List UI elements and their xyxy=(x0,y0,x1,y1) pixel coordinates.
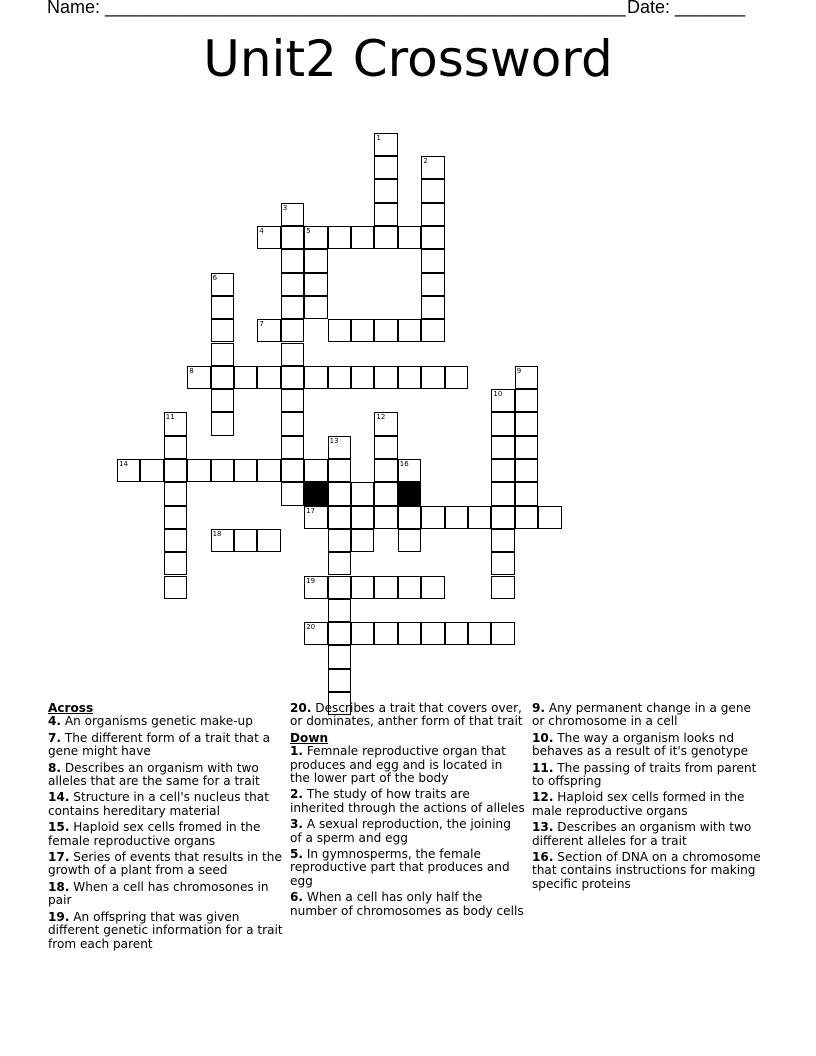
grid-cell[interactable] xyxy=(398,622,421,645)
grid-cell[interactable] xyxy=(374,179,397,202)
grid-cell[interactable] xyxy=(421,622,444,645)
black-square xyxy=(304,482,327,505)
grid-cell[interactable] xyxy=(398,319,421,342)
grid-cell[interactable] xyxy=(398,576,421,599)
grid-cell[interactable] xyxy=(421,226,444,249)
grid-cell[interactable] xyxy=(421,203,444,226)
grid-cell-19[interactable] xyxy=(304,576,327,599)
clue-number: 11. xyxy=(532,760,554,775)
grid-cell[interactable] xyxy=(421,319,444,342)
grid-cell[interactable] xyxy=(304,366,327,389)
grid-cell[interactable] xyxy=(304,459,327,482)
grid-cell[interactable] xyxy=(304,296,327,319)
grid-cell[interactable] xyxy=(281,249,304,272)
grid-cell[interactable] xyxy=(328,459,351,482)
grid-cell[interactable] xyxy=(398,226,421,249)
grid-cell-11[interactable] xyxy=(164,412,187,435)
grid-cell[interactable] xyxy=(374,156,397,179)
grid-cell[interactable] xyxy=(328,645,351,668)
clue-across-14: 14. Structure in a cell's nucleus that contains hereditary material xyxy=(48,790,269,818)
grid-cell[interactable] xyxy=(281,389,304,412)
clue-number: 12. xyxy=(532,790,554,805)
grid-cell[interactable] xyxy=(398,366,421,389)
grid-cell-8[interactable] xyxy=(187,366,210,389)
clue-down-12: 12. Haploid sex cells formed in the male reproductive organs xyxy=(532,790,745,818)
page-title: Unit2 Crossword xyxy=(203,30,613,88)
date-field[interactable]: Date: _______ xyxy=(627,0,746,17)
clue-number: 3 xyxy=(282,203,288,212)
clue-number: 2. xyxy=(290,787,304,802)
clue-across-19: 19. An offspring that was given different genetic information for a trait from each parent xyxy=(48,909,283,951)
grid-cell-10[interactable] xyxy=(491,389,514,412)
grid-cell[interactable] xyxy=(421,273,444,296)
grid-cell[interactable] xyxy=(328,622,351,645)
clue-number: 3. xyxy=(290,817,304,832)
grid-cell[interactable] xyxy=(234,459,257,482)
grid-cell[interactable] xyxy=(374,576,397,599)
clue-across-18: 18. When a cell has chromosones in pair xyxy=(48,879,269,908)
name-field[interactable]: Name: ____________________________________________________ xyxy=(47,0,626,17)
clue-number: 1. xyxy=(290,744,304,759)
grid-cell[interactable] xyxy=(281,459,304,482)
clue-number: 2 xyxy=(423,157,428,166)
grid-cell[interactable] xyxy=(211,319,234,342)
clue-number: 10. xyxy=(532,730,554,745)
clue-number: 13 xyxy=(329,436,339,445)
clue-down-10: 10. The way a organism looks nd behaves as a result of it's genotype xyxy=(532,730,749,759)
grid-cell[interactable] xyxy=(164,436,187,459)
grid-cell[interactable] xyxy=(515,389,538,412)
grid-cell[interactable] xyxy=(328,552,351,575)
grid-cell-17[interactable] xyxy=(304,506,327,529)
clue-across-15: 15. Haploid sex cells fromed in the female reproductive organs xyxy=(48,820,261,848)
grid-cell[interactable] xyxy=(351,529,374,552)
clue-number: 13. xyxy=(532,820,554,835)
grid-cell[interactable] xyxy=(211,412,234,435)
clue-number: 18 xyxy=(212,529,222,538)
grid-cell[interactable] xyxy=(515,482,538,505)
clue-across-7: 7. The different form of a trait that a gene might have xyxy=(48,730,271,759)
grid-cell[interactable] xyxy=(421,179,444,202)
clue-number: 8. xyxy=(48,760,62,775)
clue-number: 9 xyxy=(516,366,522,375)
grid-cell[interactable] xyxy=(328,576,351,599)
grid-cell[interactable] xyxy=(421,576,444,599)
clue-number: 4 xyxy=(259,227,264,235)
grid-cell-4[interactable] xyxy=(257,226,280,249)
grid-cell[interactable] xyxy=(468,622,491,645)
clue-down-3: 3. A sexual reproduction, the joining of a sperm and egg xyxy=(290,817,511,845)
grid-cell[interactable] xyxy=(468,506,491,529)
grid-cell[interactable] xyxy=(351,576,374,599)
clue-across-4: 4. An organisms genetic make-up xyxy=(48,714,253,729)
grid-cell[interactable] xyxy=(398,529,421,552)
grid-cell[interactable] xyxy=(257,529,280,552)
grid-cell[interactable] xyxy=(328,226,351,249)
grid-cell[interactable] xyxy=(164,459,187,482)
grid-cell-9[interactable] xyxy=(515,366,538,389)
grid-cell[interactable] xyxy=(351,482,374,505)
grid-cell[interactable] xyxy=(351,366,374,389)
grid-cell[interactable] xyxy=(211,343,234,366)
grid-cell[interactable] xyxy=(328,669,351,692)
grid-cell[interactable] xyxy=(281,482,304,505)
grid-cell-6[interactable] xyxy=(211,273,234,296)
clue-down-1: 1. Femnale reproductive organ that produces and egg and is located in the lower part of the body xyxy=(290,744,506,786)
grid-cell[interactable] xyxy=(374,226,397,249)
clue-number: 7 xyxy=(259,320,264,329)
clue-across-20: 20. Describes a trait that covers over, or dominates, anther form of that trait xyxy=(290,701,523,729)
grid-cell[interactable] xyxy=(421,366,444,389)
grid-cell[interactable] xyxy=(234,366,257,389)
black-square xyxy=(398,482,421,505)
grid-cell[interactable] xyxy=(328,506,351,529)
clue-number: 8 xyxy=(189,366,194,375)
grid-cell[interactable] xyxy=(491,506,514,529)
grid-cell[interactable] xyxy=(257,459,280,482)
grid-cell[interactable] xyxy=(281,412,304,435)
grid-cell[interactable] xyxy=(374,436,397,459)
clue-number: 7. xyxy=(48,730,62,745)
grid-cell-3[interactable] xyxy=(281,203,304,226)
grid-cell[interactable] xyxy=(445,366,468,389)
grid-cell[interactable] xyxy=(328,599,351,622)
grid-cell[interactable] xyxy=(515,412,538,435)
clue-number: 5. xyxy=(290,847,304,862)
clue-number: 15. xyxy=(48,820,70,835)
clue-number: 1 xyxy=(376,133,381,142)
clues-column-2 xyxy=(290,702,525,921)
grid-cell[interactable] xyxy=(304,249,327,272)
grid-cell-16[interactable] xyxy=(398,459,421,482)
grid-cell[interactable] xyxy=(351,319,374,342)
grid-cell[interactable] xyxy=(164,552,187,575)
grid-cell[interactable] xyxy=(491,529,514,552)
grid-cell[interactable] xyxy=(515,506,538,529)
grid-cell-12[interactable] xyxy=(374,412,397,435)
grid-cell-5[interactable] xyxy=(304,226,327,249)
grid-cell[interactable] xyxy=(140,459,163,482)
grid-cell[interactable] xyxy=(211,459,234,482)
grid-cell[interactable] xyxy=(491,436,514,459)
grid-cell[interactable] xyxy=(281,436,304,459)
grid-cell[interactable] xyxy=(445,506,468,529)
grid-cell-20[interactable] xyxy=(304,622,327,645)
grid-cell[interactable] xyxy=(538,506,561,529)
grid-cell[interactable] xyxy=(491,412,514,435)
grid-cell[interactable] xyxy=(328,366,351,389)
clue-number: 19. xyxy=(48,909,70,924)
down-heading: Down xyxy=(290,730,329,745)
clue-down-2: 2. The study of how traits are inherited through the actions of alleles xyxy=(290,787,525,815)
clue-down-6: 6. When a cell has only half the number of chromosomes as body cells xyxy=(290,890,524,918)
clue-number: 5 xyxy=(306,227,311,235)
grid-cell[interactable] xyxy=(164,482,187,505)
grid-cell[interactable] xyxy=(211,389,234,412)
grid-cell-13[interactable] xyxy=(328,436,351,459)
grid-cell-7[interactable] xyxy=(257,319,280,342)
grid-cell[interactable] xyxy=(374,482,397,505)
grid-cell[interactable] xyxy=(211,366,234,389)
clue-number: 16. xyxy=(532,850,554,865)
grid-cell[interactable] xyxy=(421,249,444,272)
grid-cell[interactable] xyxy=(515,436,538,459)
clue-down-11: 11. The passing of traits from parent to offspring xyxy=(532,760,757,789)
clue-down-5: 5. In gymnosperms, the female reproductive part that produces and egg xyxy=(290,847,510,888)
grid-cell[interactable] xyxy=(445,622,468,645)
clue-number: 10 xyxy=(493,390,503,399)
grid-cell-18[interactable] xyxy=(211,529,234,552)
grid-cell[interactable] xyxy=(164,529,187,552)
grid-cell[interactable] xyxy=(281,343,304,366)
grid-cell[interactable] xyxy=(328,319,351,342)
clue-number: 4. xyxy=(48,714,62,729)
grid-cell[interactable] xyxy=(491,576,514,599)
grid-cell[interactable] xyxy=(234,529,257,552)
grid-cell[interactable] xyxy=(257,366,280,389)
clue-number: 12 xyxy=(376,413,386,422)
clue-number: 17 xyxy=(306,506,316,515)
grid-cell[interactable] xyxy=(374,459,397,482)
grid-cell-2[interactable] xyxy=(421,156,444,179)
grid-cell[interactable] xyxy=(281,366,304,389)
grid-cell[interactable] xyxy=(374,203,397,226)
clue-number: 19 xyxy=(306,576,316,585)
clue-across-8: 8. Describes an organism with two alleles that are the same for a trait xyxy=(48,760,260,789)
grid-cell[interactable] xyxy=(328,482,351,505)
clue-number: 14 xyxy=(119,460,128,468)
clue-down-13: 13. Describes an organism with two different alleles for a trait xyxy=(532,820,752,848)
clue-number: 20 xyxy=(306,623,316,632)
grid-cell-1[interactable] xyxy=(374,133,397,156)
grid-cell[interactable] xyxy=(491,482,514,505)
clue-down-9: 9. Any permanent change in a gene or chromosome in a cell xyxy=(532,701,751,729)
grid-cell[interactable] xyxy=(164,576,187,599)
clues-column-3 xyxy=(532,702,767,894)
grid-cell[interactable] xyxy=(421,506,444,529)
grid-cell[interactable] xyxy=(281,226,304,249)
grid-cell[interactable] xyxy=(304,273,327,296)
grid-cell[interactable] xyxy=(281,273,304,296)
grid-cell[interactable] xyxy=(398,506,421,529)
grid-cell[interactable] xyxy=(281,296,304,319)
clue-across-17: 17. Series of events that results in the growth of a plant from a seed xyxy=(48,850,282,878)
clue-down-16: 16. Section of DNA on a chromosome that contains instructions for making specific proteins xyxy=(532,850,761,891)
grid-cell-14[interactable] xyxy=(117,459,140,482)
grid-cell[interactable] xyxy=(187,459,210,482)
clue-number: 16 xyxy=(399,460,409,468)
clues-column-1 xyxy=(48,702,283,954)
clue-number: 11 xyxy=(165,413,175,422)
clue-number: 17. xyxy=(48,850,70,865)
grid-cell[interactable] xyxy=(281,319,304,342)
clue-number: 18. xyxy=(48,879,70,894)
clue-number: 20. xyxy=(290,701,312,715)
grid-cell[interactable] xyxy=(491,552,514,575)
grid-cell[interactable] xyxy=(351,622,374,645)
grid-cell[interactable] xyxy=(374,622,397,645)
grid-cell[interactable] xyxy=(491,622,514,645)
grid-cell[interactable] xyxy=(491,459,514,482)
clue-number: 6. xyxy=(290,890,304,905)
grid-cell[interactable] xyxy=(421,296,444,319)
grid-cell[interactable] xyxy=(374,319,397,342)
clue-number: 14. xyxy=(48,790,70,805)
grid-cell[interactable] xyxy=(374,506,397,529)
clue-number: 9. xyxy=(532,701,546,715)
grid-cell[interactable] xyxy=(211,296,234,319)
grid-cell[interactable] xyxy=(328,529,351,552)
grid-cell[interactable] xyxy=(374,366,397,389)
grid-cell[interactable] xyxy=(164,506,187,529)
grid-cell[interactable] xyxy=(351,506,374,529)
clue-number: 6 xyxy=(212,273,218,282)
grid-cell[interactable] xyxy=(515,459,538,482)
grid-cell[interactable] xyxy=(351,226,374,249)
across-heading: Across xyxy=(48,701,94,715)
